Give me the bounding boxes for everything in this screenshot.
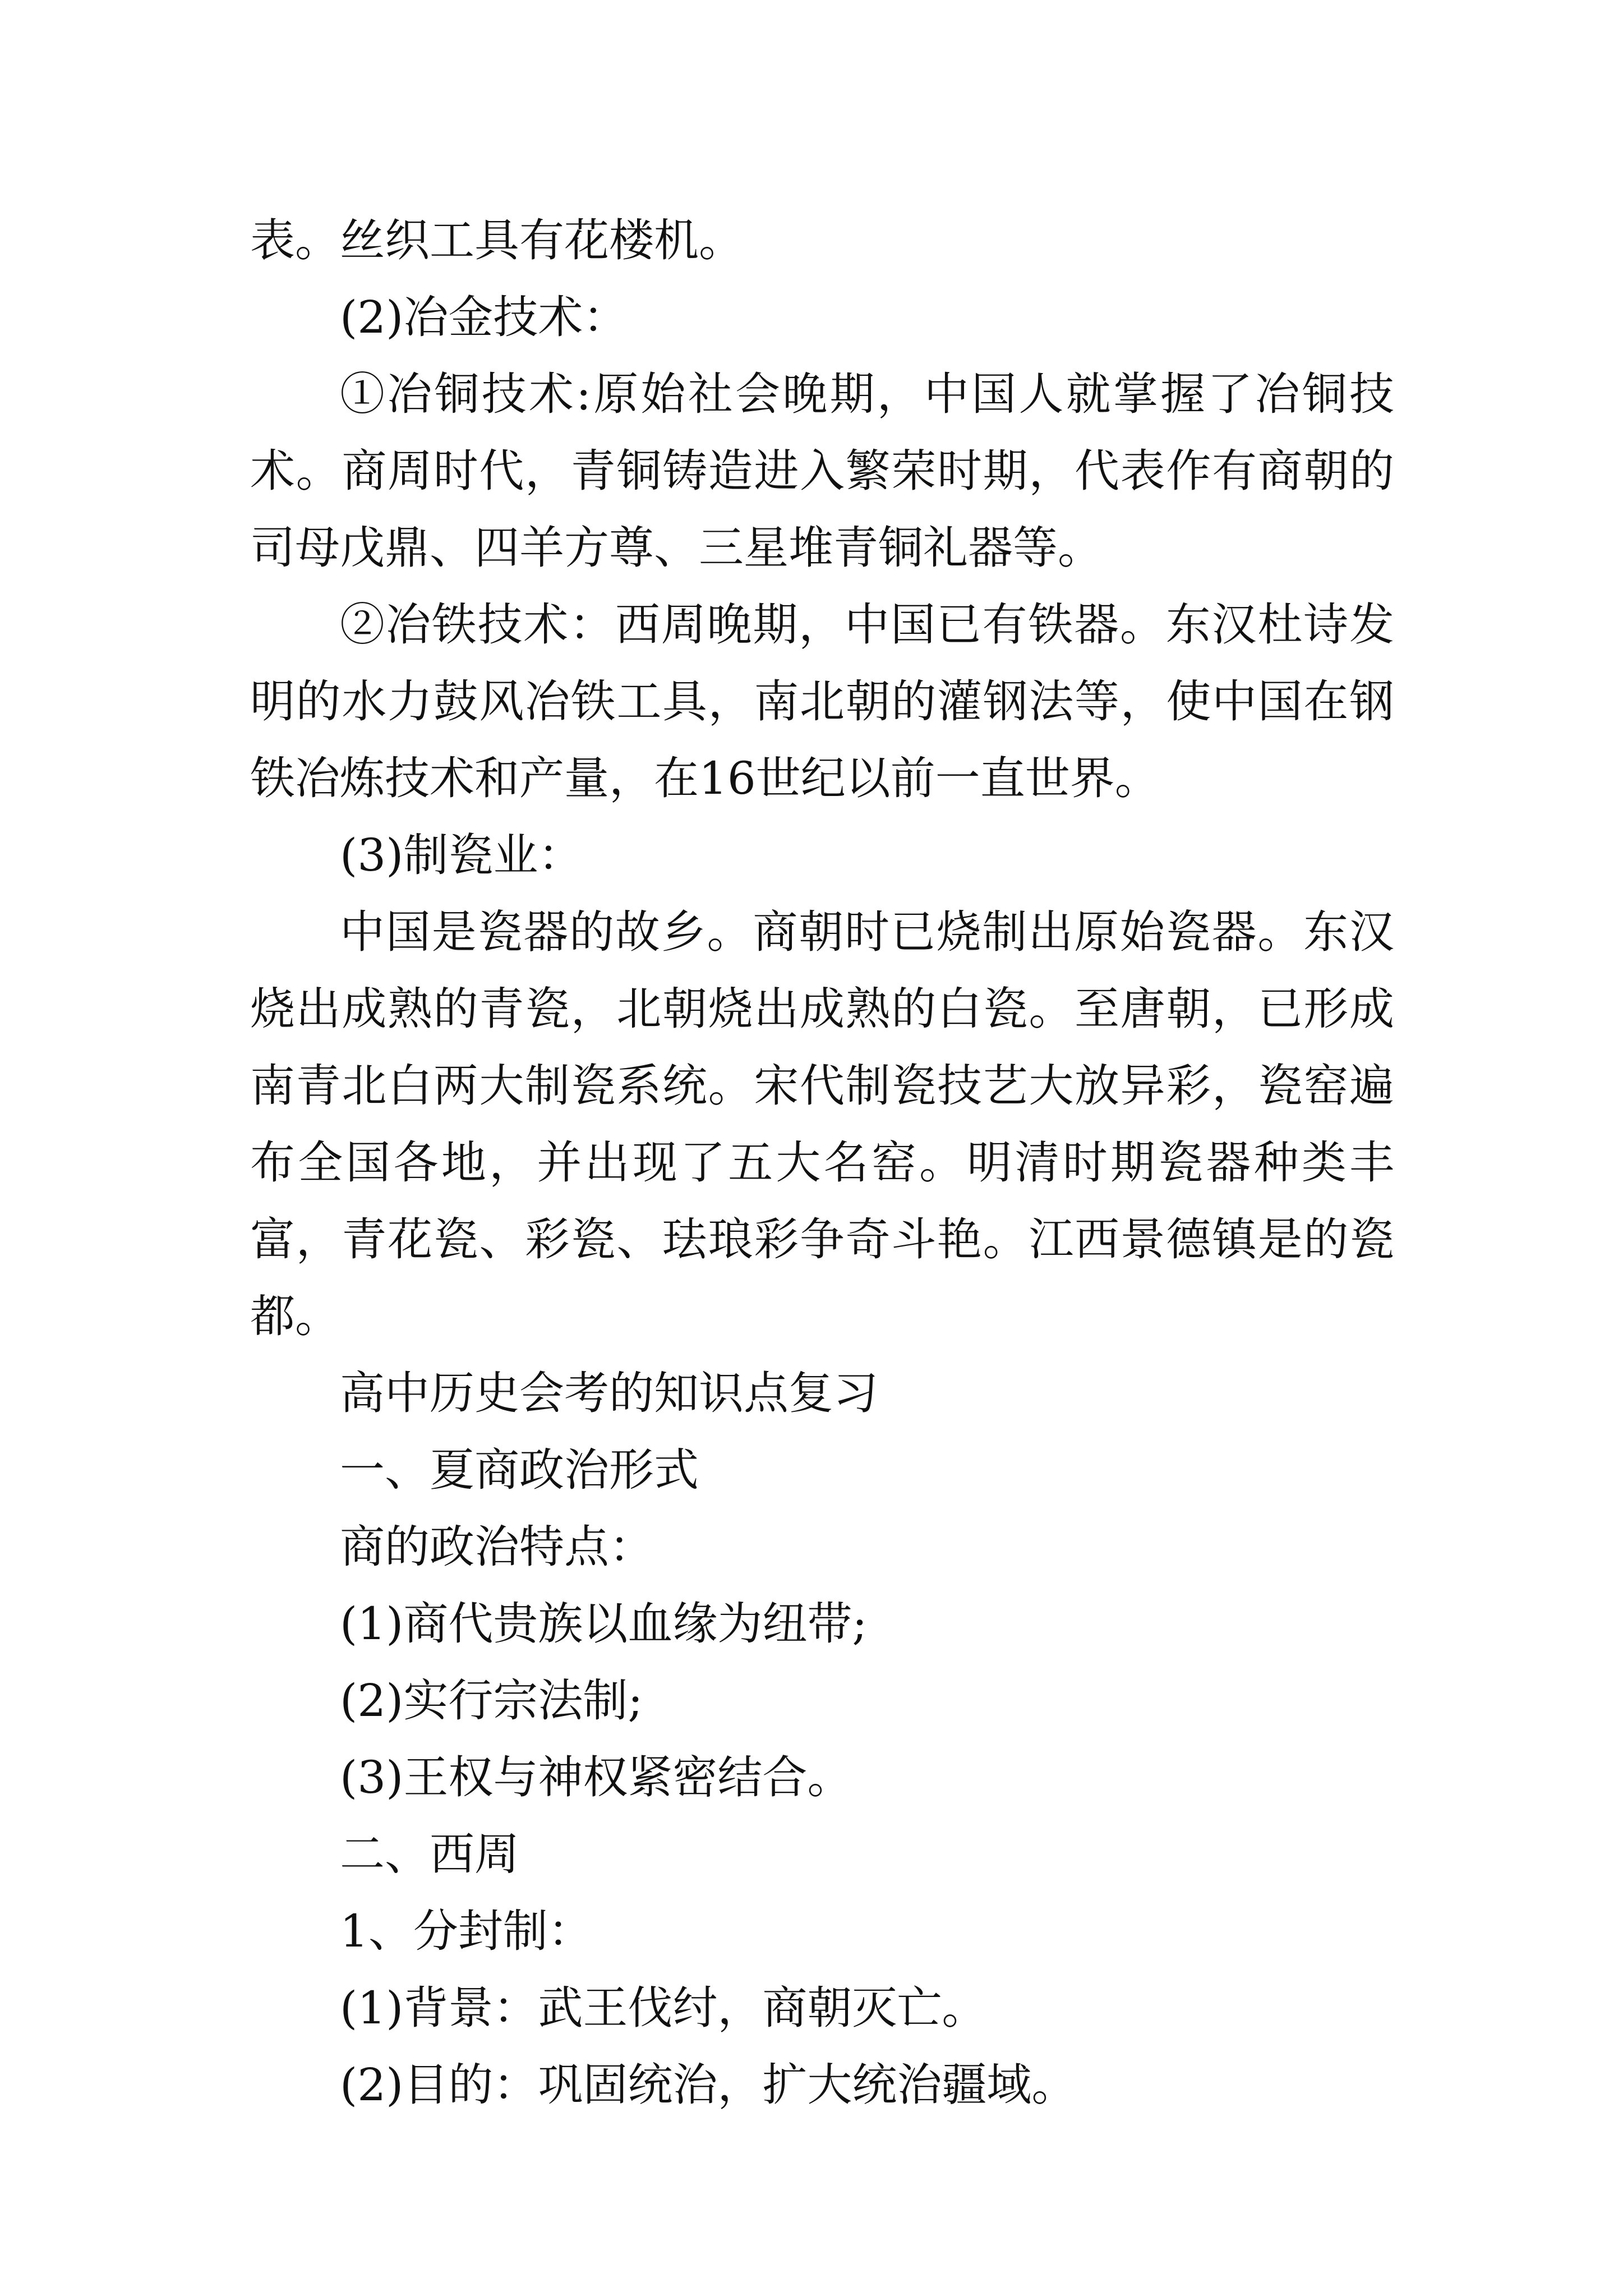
section-title: 高中历史会考的知识点复习 bbox=[340, 1367, 878, 1419]
heading-xia-shang: 一、夏商政治形式 bbox=[340, 1444, 699, 1496]
heading-metallurgy: (2)冶金技术： bbox=[340, 291, 628, 343]
document-body bbox=[250, 202, 1394, 2123]
heading-porcelain: (3)制瓷业： bbox=[340, 829, 583, 881]
list-item: (2)实行宗法制; bbox=[340, 1674, 643, 1727]
paragraph-iron-smelting: ②冶铁技术：西周晚期，中国已有铁器。东汉杜诗发明的水力鼓风冶铁工具，南北朝的灌钢法等，使中国在钢铁冶炼技术和产量，在16世纪以前一直世界。 bbox=[250, 599, 1394, 804]
list-item: (1)商代贵族以血缘为纽带; bbox=[340, 1598, 868, 1650]
list-item: (1)背景：武王伐纣，商朝灭亡。 bbox=[340, 1982, 987, 2034]
heading-enfeoffment: 1、分封制： bbox=[340, 1905, 593, 1957]
paragraph-continuation: 表。丝织工具有花楼机。 bbox=[250, 214, 744, 266]
paragraph-copper-smelting: ①冶铜技术:原始社会晚期，中国人就掌握了冶铜技术。商周时代，青铜铸造进入繁荣时期，代表作有商朝的司母戊鼎、四羊方尊、三星堆青铜礼器等。 bbox=[250, 368, 1394, 574]
heading-shang-features: 商的政治特点： bbox=[340, 1521, 654, 1573]
list-item: (2)目的：巩固统治，扩大统治疆域。 bbox=[340, 2059, 1077, 2111]
heading-western-zhou: 二、西周 bbox=[340, 1828, 519, 1880]
list-item: (3)王权与神权紧密结合。 bbox=[340, 1751, 852, 1803]
paragraph-porcelain: 中国是瓷器的故乡。商朝时已烧制出原始瓷器。东汉烧出成熟的青瓷，北朝烧出成熟的白瓷。至唐朝，已形成南青北白两大制瓷系统。宋代制瓷技艺大放异彩，瓷窑遍布全国各地，并出现了五大名窑。明清时期瓷器种类丰富，青花瓷、彩瓷、珐琅彩争奇斗艳。江西景德镇是的瓷都。 bbox=[250, 906, 1394, 1342]
